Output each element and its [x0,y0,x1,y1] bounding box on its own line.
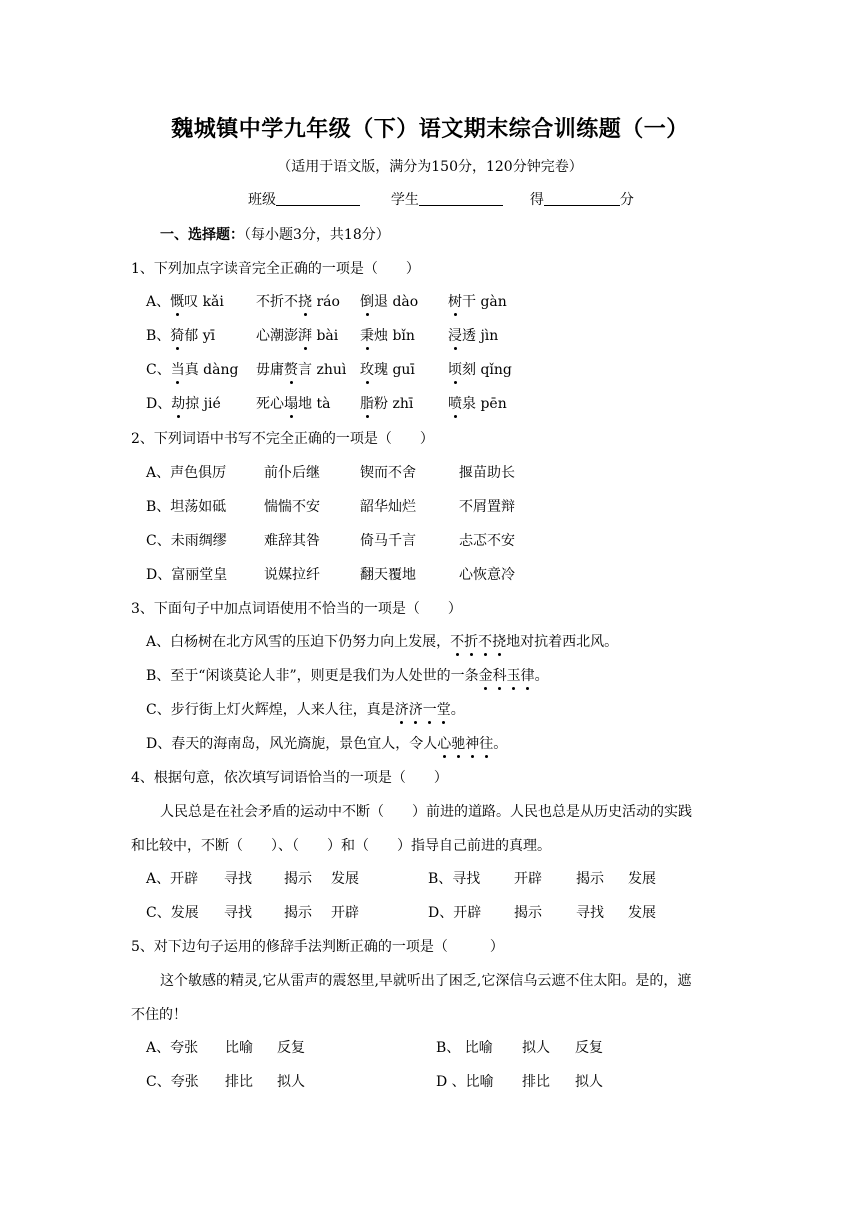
q1-word-2 [256,325,338,345]
dotted-char: 驰 [451,733,465,753]
q2-word-2: 前仆后继 [264,465,320,481]
q4-option-c: C、发展 [146,905,199,921]
option-text: 泉 pēn [462,396,507,412]
q3-a-dotted-word [450,634,506,650]
q1-word-1 [146,291,224,311]
q4-option-a-word: 揭示 [284,871,312,887]
student-label: 学生 [390,192,419,208]
dotted-char: 挠 [298,291,312,311]
dotted-char: 脂 [360,393,374,413]
q1-word-2 [256,393,330,413]
dotted-char: 顷 [448,359,462,379]
q1-word-4 [448,291,507,311]
q2-word-3: 韶华灿烂 [360,499,416,515]
q3-d-text-end: 。 [493,736,508,752]
dotted-char: 济 [395,699,409,719]
score-blank[interactable] [544,191,620,206]
dotted-char: 玉 [507,665,521,685]
option-text: C、 [146,362,171,378]
q5-option-b-word: 反复 [575,1040,603,1056]
option-text: 地 tà [298,396,331,412]
q2-word-2: 难辞其咎 [264,533,320,549]
q4-option-c-word: 开辟 [331,905,359,921]
q5-passage-line-1: 这个敏感的精灵,它从雷声的震怒里,早就听出了困乏,它深信乌云遮不住太阳。是的，遮 [160,973,692,989]
q5-option-a-word: 比喻 [225,1040,253,1056]
dotted-char: 猗 [170,325,184,345]
q1-word-1 [146,359,238,379]
q1-word-3 [360,393,413,413]
dotted-char: 挠 [492,631,506,651]
q1-word-1 [146,393,221,413]
q3-d-text: D、春天的海南岛，风光旖旎，景色宜人，令人 [146,736,438,752]
q3-a-text-end: 地对抗着西北风。 [506,634,619,650]
option-text: 透 jìn [462,328,499,344]
option-text: 真 dàng [184,362,239,378]
dotted-char: 堂 [437,699,451,719]
dotted-char: 劫 [171,393,185,413]
dotted-char: 树 [448,291,462,311]
option-text: 干 gàn [462,294,507,310]
q2-word-2: 惴惴不安 [264,499,320,515]
q4-option-a-word: 寻找 [224,871,252,887]
q5-option-a: A、夸张 [146,1040,199,1056]
q1-word-4 [448,393,507,413]
q4-option-c-word: 寻找 [224,905,252,921]
q1-word-2 [256,359,346,379]
option-text: 言 zhuì [298,362,347,378]
question-4-stem: 4、根据句意，依次填写词语恰当的一项是（ ） [131,770,448,786]
q4-option-a-word: 发展 [331,871,359,887]
q4-option-c-word: 揭示 [284,905,312,921]
q2-word-3: 倚马千言 [360,533,416,549]
q1-word-4 [448,325,498,345]
q3-c-dotted-word [395,702,451,718]
dotted-char: 不 [450,631,464,651]
class-label: 班级 [248,192,276,208]
option-text: 毋庸 [256,362,284,378]
q4-option-a: A、开辟 [146,871,199,887]
q3-option-c [146,699,465,719]
question-5-stem: 5、对下边句子运用的修辞手法判断正确的一项是（ ） [131,939,504,955]
q1-word-1 [146,325,215,345]
dotted-char: 赘 [284,359,298,379]
option-text: 退 dào [374,294,419,310]
q2-word-4: 不屑置辩 [459,499,515,515]
q5-option-c-word: 拟人 [277,1074,305,1090]
option-text: 掠 jié [185,396,221,412]
dotted-char: 律 [521,665,535,685]
q4-option-b-word: 揭示 [576,871,604,887]
dotted-char: 金 [479,665,493,685]
q2-word-1: B、坦荡如砥 [146,499,227,515]
option-text: 刻 qǐng [462,362,512,378]
question-2-stem: 2、下列词语中书写不完全正确的一项是（ ） [131,431,434,447]
q5-option-d-word: 排比 [522,1074,550,1090]
option-text: A、 [146,294,171,310]
q3-option-a [146,631,618,651]
option-text: 不折不 [256,294,298,310]
dotted-char: 浸 [448,325,462,345]
q3-a-text: A、白杨树在北方风雪的压迫下仍努力向上发展， [146,634,451,650]
dotted-char: 神 [465,733,479,753]
dotted-char: 济 [409,699,423,719]
q2-word-1: A、声色俱厉 [146,465,227,481]
q4-option-d-word: 寻找 [576,905,604,921]
option-text: bài [312,328,339,344]
option-text: 瑰 guī [374,362,415,378]
q3-option-d [146,733,507,753]
q3-option-b [146,665,549,685]
section-heading [160,224,390,244]
dotted-char: 塌 [284,393,298,413]
dotted-char: 一 [423,699,437,719]
option-text: 郁 yī [184,328,216,344]
option-text: 粉 zhī [374,396,414,412]
dotted-char: 倒 [360,291,374,311]
q4-option-b: B、寻找 [428,871,481,887]
option-text: B、 [146,328,171,344]
q5-option-b: B、 比喻 [436,1040,493,1056]
q3-b-text-end: 。 [534,668,549,684]
q2-word-4: 揠苗助长 [459,465,515,481]
q3-c-text: C、步行街上灯火辉煌，人来人往，真是 [146,702,395,718]
dotted-char: 喷 [448,393,462,413]
q5-option-a-word: 反复 [277,1040,305,1056]
page-subtitle: （适用于语文版，满分为150分，120分钟完卷） [277,159,583,175]
option-text: 心潮澎 [256,328,298,344]
q3-b-dotted-word [479,668,535,684]
q1-word-2 [256,291,340,311]
question-1-stem: 1、下列加点字读音完全正确的一项是（ ） [131,261,420,277]
q5-option-d-word: 拟人 [575,1074,603,1090]
q4-option-b-word: 发展 [628,871,656,887]
section-note: （每小题3分，共18分） [244,227,390,243]
dotted-char: 折 [464,631,478,651]
q2-word-4: 心恢意冷 [459,567,515,583]
q2-word-2: 说媒拉纤 [264,567,320,583]
q4-option-d-word: 发展 [628,905,656,921]
option-text: D、 [146,396,172,412]
q2-word-1: C、未雨绸缪 [146,533,227,549]
dotted-char: 秉 [360,325,374,345]
q2-word-3: 翻天覆地 [360,567,416,583]
option-text: 死心 [256,396,284,412]
dotted-char: 科 [493,665,507,685]
student-info-line [248,189,634,209]
dotted-char: 慨 [170,291,184,311]
q4-passage-line-2: 和比较中，不断（ ）、（ ）和（ ）指导自己前进的真理。 [131,838,551,854]
score-unit: 分 [619,192,634,208]
q2-word-3: 锲而不舍 [360,465,416,481]
q4-option-d: D、开辟 [428,905,482,921]
section-title: 一、选择题： [160,227,244,243]
q4-passage-line-1: 人民总是在社会矛盾的运动中不断（ ）前进的道路。人民也总是从历史活动的实践 [160,804,692,820]
student-blank[interactable] [419,191,503,206]
q5-option-b-word: 拟人 [522,1040,550,1056]
q5-option-c-word: 排比 [225,1074,253,1090]
option-text: 烛 bǐn [374,328,415,344]
page-title: 魏城镇中学九年级（下）语文期末综合训练题（一） [171,116,689,142]
q1-word-3 [360,325,415,345]
option-text: ráo [312,294,340,310]
q5-option-d: D 、比喻 [436,1074,494,1090]
q3-d-dotted-word [437,736,493,752]
score-label: 得 [529,192,544,208]
q2-word-4: 忐忑不安 [459,533,515,549]
dotted-char: 往 [479,733,493,753]
q3-c-text-end: 。 [450,702,465,718]
q1-word-3 [360,291,418,311]
q4-option-d-word: 揭示 [514,905,542,921]
question-3-stem: 3、下面句子中加点词语使用不恰当的一项是（ ） [131,601,462,617]
q3-b-text: B、至于“闲谈莫论人非”，则更是我们为人处世的一条 [146,668,479,684]
dotted-char: 心 [437,733,451,753]
dotted-char: 当 [171,359,185,379]
class-blank[interactable] [276,191,360,206]
dotted-char: 玫 [360,359,374,379]
dotted-char: 不 [478,631,492,651]
q1-word-3 [360,359,415,379]
dotted-char: 湃 [298,325,312,345]
q5-passage-line-2: 不住的！ [131,1007,187,1023]
q2-word-1: D、富丽堂皇 [146,567,228,583]
q5-option-c: C、夸张 [146,1074,199,1090]
option-text: 叹 kǎi [184,294,224,310]
q1-word-4 [448,359,512,379]
q4-option-b-word: 开辟 [514,871,542,887]
